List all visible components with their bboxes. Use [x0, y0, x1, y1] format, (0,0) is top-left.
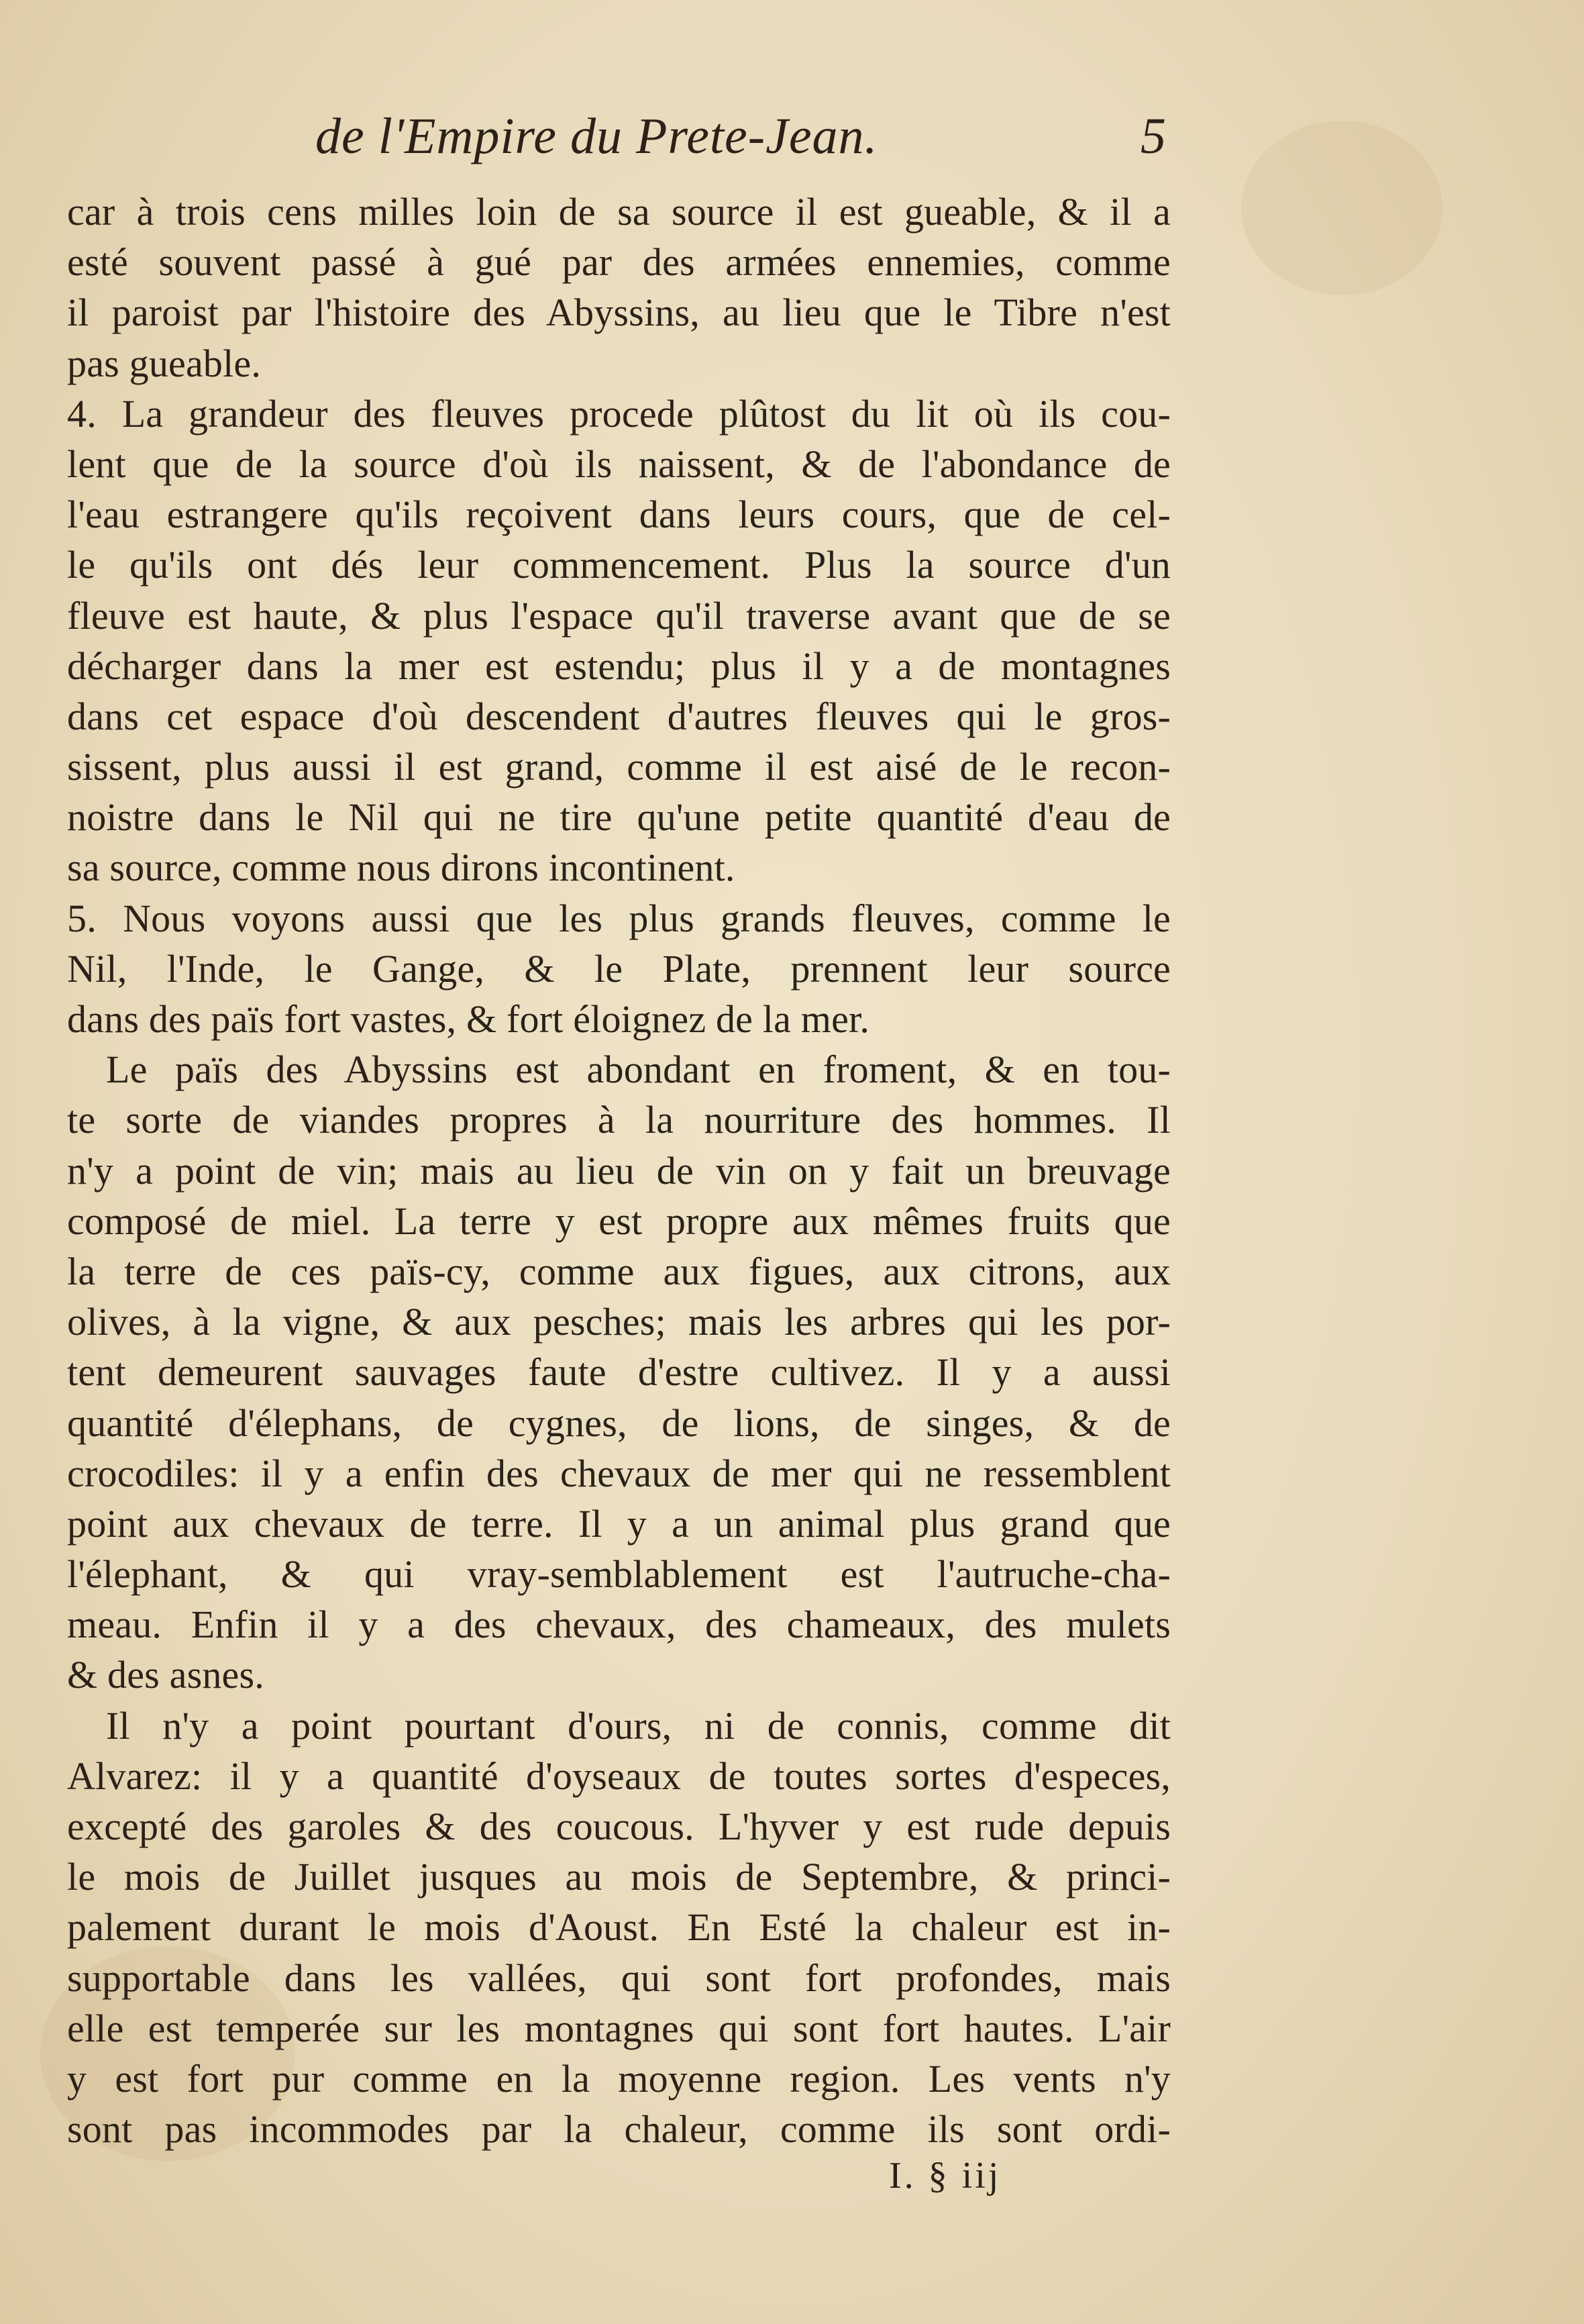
paper-stain: [1241, 121, 1442, 295]
body-text: [67, 187, 1171, 2154]
page-number: 5: [1141, 108, 1166, 164]
text-line: Il n'y a point pourtant d'ours, ni de connis, comme dit: [106, 1703, 1171, 1748]
text-line: meau. Enfin il y a des chevaux, des chameaux, des mulets: [67, 1603, 1171, 1647]
text-line: excepté des garoles & des coucous. L'hyver y est rude depuis: [67, 1805, 1171, 1848]
text-line: elle est temperée sur les montagnes qui sont fort hautes. L'air: [67, 2006, 1171, 2050]
text-line: dans des païs fort vastes, & fort éloignez de la mer.: [67, 997, 870, 1041]
text-line: supportable dans les vallées, qui sont fort profondes, mais: [67, 1956, 1171, 2000]
text-line: 5. Nous voyons aussi que les plus grands fleuves, comme le: [67, 896, 1171, 940]
text-line: quantité d'élephans, de cygnes, de lions, de singes, & de: [67, 1401, 1171, 1445]
text-line: pas gueable.: [67, 341, 262, 385]
text-line: palement durant le mois d'Aoust. En Esté la chaleur est in-: [67, 1905, 1171, 1950]
text-line: l'eau estrangere qu'ils reçoivent dans leurs cours, que de cel-: [67, 493, 1171, 537]
text-line: décharger dans la mer est estendu; plus il y a de montagnes: [67, 644, 1171, 688]
text-line: Nil, l'Inde, le Gange, & le Plate, prennent leur source: [67, 946, 1171, 991]
text-line: l'élephant, & qui vray-semblablement est l'autruche-cha-: [67, 1552, 1171, 1597]
running-title: de l'Empire du Prete-Jean.: [315, 108, 878, 164]
text-line: crocodiles: il y a enfin des chevaux de mer qui ne ressemblent: [67, 1451, 1171, 1495]
text-line: esté souvent passé à gué par des armées ennemies, comme: [67, 240, 1171, 285]
text-line: car à trois cens milles loin de sa source il est gueable, & il a: [67, 190, 1171, 234]
text-line: le qu'ils ont dés leur commencement. Plus la source d'un: [67, 543, 1171, 587]
text-line: sa source, comme nous dirons incontinent.: [67, 846, 735, 890]
text-line: Alvarez: il y a quantité d'oyseaux de toutes sortes d'especes,: [67, 1754, 1171, 1798]
text-line: Le païs des Abyssins est abondant en froment, & en tou-: [106, 1048, 1171, 1092]
text-line: la terre de ces païs-cy, comme aux figues, aux citrons, aux: [67, 1249, 1171, 1293]
text-line: 4. La grandeur des fleuves procede plûtost du lit où ils cou-: [67, 391, 1171, 436]
text-line: & des asnes.: [67, 1653, 264, 1697]
text-line: y est fort pur comme en la moyenne region. Les vents n'y: [67, 2056, 1171, 2101]
page-header: [315, 107, 1187, 181]
text-line: te sorte de viandes propres à la nourriture des hommes. Il: [67, 1098, 1171, 1142]
text-line: il paroist par l'histoire des Abyssins, au lieu que le Tibre n'est: [67, 291, 1171, 335]
text-line: n'y a point de vin; mais au lieu de vin on y fait un breuvage: [67, 1148, 1171, 1193]
text-line: lent que de la source d'où ils naissent, & de l'abondance de: [67, 442, 1171, 486]
signature-mark: I. § iij: [889, 2155, 1002, 2196]
text-line: sissent, plus aussi il est grand, comme il est aisé de le recon-: [67, 745, 1171, 789]
text-line: fleuve est haute, & plus l'espace qu'il traverse avant que de se: [67, 593, 1171, 638]
text-line: composé de miel. La terre y est propre aux mêmes fruits que: [67, 1199, 1171, 1243]
text-line: point aux chevaux de terre. Il y a un animal plus grand que: [67, 1501, 1171, 1546]
text-line: sont pas incommodes par la chaleur, comme ils sont ordi-: [67, 2107, 1171, 2152]
text-line: olives, à la vigne, & aux pesches; mais les arbres qui les por-: [67, 1300, 1171, 1344]
text-line: dans cet espace d'où descendent d'autres fleuves qui le gros-: [67, 694, 1171, 738]
text-line: tent demeurent sauvages faute d'estre cultivez. Il y a aussi: [67, 1350, 1171, 1395]
text-line: le mois de Juillet jusques au mois de Septembre, & princi-: [67, 1855, 1171, 1899]
text-line: noistre dans le Nil qui ne tire qu'une petite quantité d'eau de: [67, 795, 1171, 840]
